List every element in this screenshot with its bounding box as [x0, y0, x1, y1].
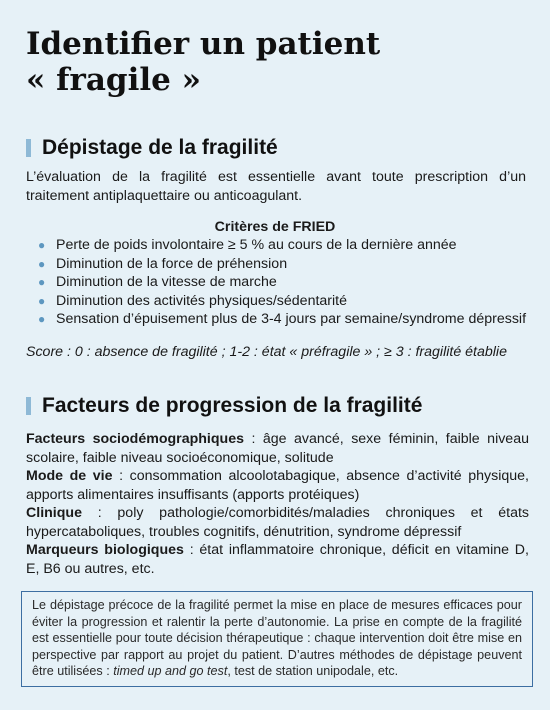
callout-text-end: , test de station unipodale, etc. — [227, 664, 399, 678]
bullet-icon: ● — [38, 312, 46, 326]
factor-item — [26, 504, 529, 541]
factor-item — [26, 467, 529, 504]
factor-item — [26, 430, 529, 467]
page-title — [26, 26, 380, 98]
fried-criteria-title-text: Critères de FRIED — [214, 219, 336, 235]
bullet-icon: ● — [38, 275, 46, 289]
list-item — [38, 236, 543, 255]
factor-text: : consommation alcoolotabagique, absence d’activité physique, apports alimentaires insuffisants (apports protéiques) — [26, 468, 529, 503]
section-heading-progression-text: Facteurs de progression de la fragilité — [42, 394, 423, 417]
summary-callout-box — [21, 591, 533, 687]
factor-label: Facteurs sociodémographiques — [26, 431, 244, 447]
screening-paragraph: L’évaluation de la fragilité est essentielle avant toute prescription d’un traitement antiplaquettaire ou anticoagulant. — [26, 169, 526, 204]
progression-factors — [26, 430, 529, 578]
list-item — [38, 273, 543, 292]
criterion-text: Diminution de la force de préhension — [56, 255, 288, 272]
section-heading-screening-text: Dépistage de la fragilité — [42, 136, 278, 159]
factor-text: : âge avancé, sexe féminin, faible niveau scolaire, faible niveau socioéconomique, solitude — [26, 431, 529, 466]
fried-criteria-list — [38, 236, 543, 329]
fried-criteria-title — [0, 218, 550, 237]
section-marker-icon — [26, 397, 31, 415]
fried-score-legend: Score : 0 : absence de fragilité ; 1-2 : état « préfragile » ; ≥ 3 : fragilité établie — [26, 344, 507, 360]
factor-label: Clinique — [26, 505, 82, 521]
factor-label: Mode de vie — [26, 468, 113, 484]
section-marker-icon — [26, 139, 31, 157]
criterion-text: Sensation d’épuisement plus de 3-4 jours par semaine/syndrome dépressif — [56, 311, 527, 327]
callout-italic-term: timed up and go test — [113, 664, 228, 678]
factor-text: : état inflammatoire chronique, déficit en vitamine D, E, B6 ou autres, etc. — [26, 542, 529, 577]
page-title-line-2: « fragile » — [26, 62, 202, 98]
factor-item — [26, 541, 529, 578]
factor-text: : poly pathologie/comorbidités/maladies chroniques et états hypercataboliques, troubles cognitifs, dénutrition, syndrome dépressif — [26, 505, 529, 540]
criterion-text: Diminution de la vitesse de marche — [56, 274, 277, 290]
factor-label: Marqueurs biologiques — [26, 542, 184, 558]
criterion-text: Diminution des activités physiques/sédentarité — [56, 292, 347, 309]
bullet-icon: ● — [38, 293, 46, 308]
list-item — [38, 292, 543, 311]
bullet-icon: ● — [38, 256, 46, 271]
list-item — [38, 255, 543, 274]
bullet-icon: ● — [38, 238, 46, 252]
section-heading-screening — [26, 135, 278, 161]
criterion-text: Perte de poids involontaire ≥ 5 % au cours de la dernière année — [56, 237, 457, 253]
section-heading-progression — [26, 393, 422, 419]
page-title-line-1: Identifier un patient — [26, 26, 381, 62]
list-item — [38, 310, 543, 329]
callout-text-start: Le dépistage précoce de la fragilité permet la mise en place de mesures efficaces pour éviter la progression et ralentir la perte d’autonomie. La prise en compte de la fragilité est essentielle pour toute décision thérapeutique : chaque intervention doit être mise en perspective par rapport au projet du patient. D’autres méthodes de dépistage peuvent être utilisées : — [32, 598, 522, 678]
